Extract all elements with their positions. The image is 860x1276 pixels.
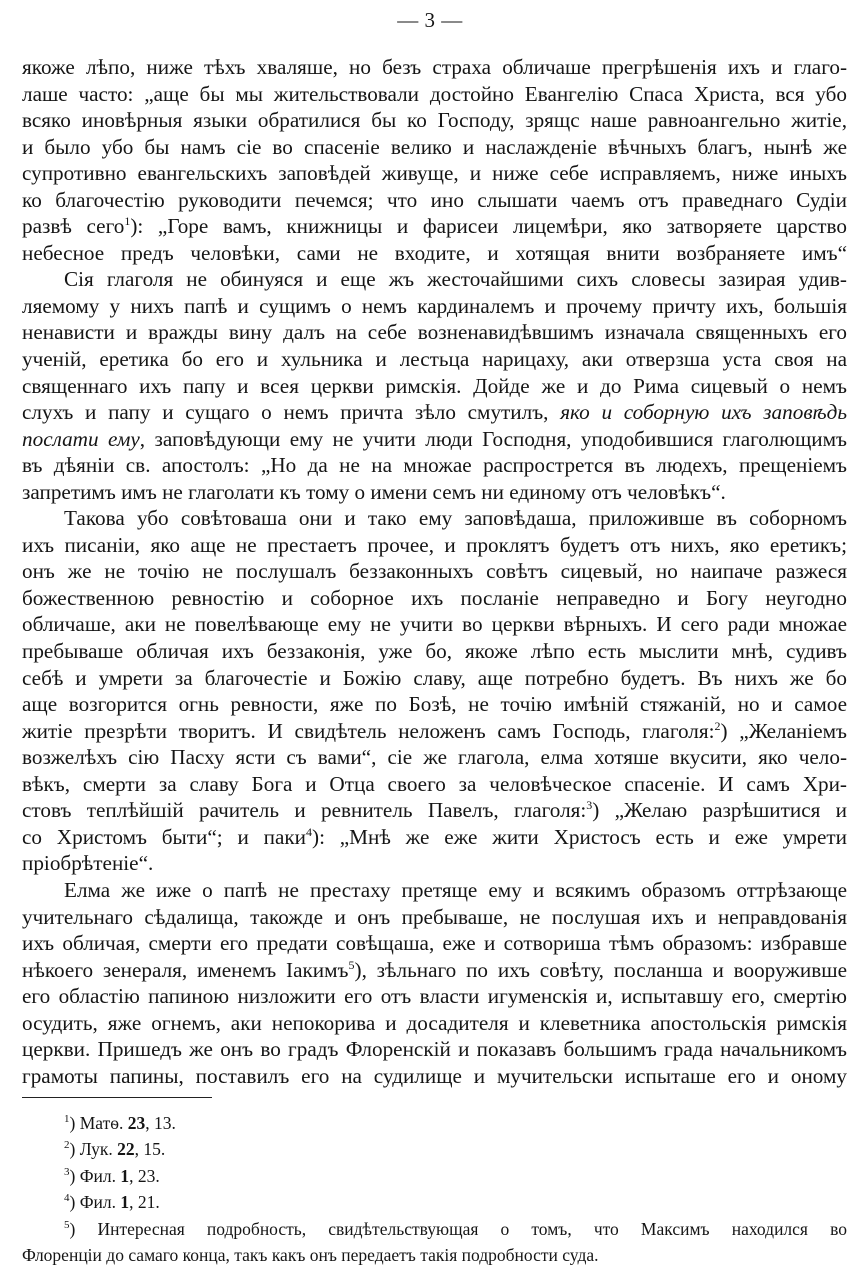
- text-line: учительнаго сѣдалища, такожде и онъ пребываше, не послушая ихъ и неправдованія: [22, 904, 847, 929]
- text-line: якоже лѣпо, ниже тѣхъ хваляше, но безъ страха обличаше прегрѣшенія ихъ и глаго-: [22, 55, 847, 79]
- footnote-ref[interactable]: 2: [714, 718, 721, 733]
- paragraph: [22, 266, 847, 505]
- text-line: небесное предъ человѣки, сами не входите, и хотящая внити возбраняете имъ“: [22, 240, 847, 265]
- text-line: пребываше обличая ихъ беззаконія, уже бо, якоже лѣпо есть мыслити мнѣ, судивъ: [22, 639, 847, 664]
- text-line: Елма же иже о папѣ не престаху претяще ему и всякимъ образомъ оттрѣзающе: [64, 877, 847, 902]
- footnote-ref[interactable]: 4: [306, 824, 313, 839]
- text-line: себѣ и умрети за благочестіе и Божію славу, аще потребно будетъ. Въ нихъ же бо: [22, 665, 847, 690]
- italic-text: послати ему: [22, 426, 140, 451]
- text-line: въ дѣяніи св. апостолъ: „Но да не на множае распрострется въ людехъ, прещеніемъ: [22, 453, 847, 478]
- text-line: нѣкоего зенераля, именемъ Іакимъ$^5$), зѣльнаго по ихъ совѣту, посланша и вооруживше: [22, 957, 847, 982]
- footnote-marker: 5: [64, 1218, 70, 1231]
- footnote: $^3$) Фил. 1, 23.: [64, 1165, 160, 1186]
- text-line: развѣ сего$^1$): „Горе вамъ, книжницы и фарисеи лицемѣри, яко затворяете царство: [22, 214, 847, 239]
- text-line: ихъ обличая, смерти его предати совѣщаша, еже и сотвориша тѣмъ образомъ: избравше: [22, 931, 847, 956]
- text-line: божественною ревностію и соборное ихъ посланіе неправедно и Богу неугодно: [22, 585, 847, 610]
- text-line: запретимъ имъ не глаголати къ тому о имени семъ ни единому отъ человѣкъ“.: [22, 479, 726, 504]
- text-line: священнаго ихъ папу и всея церкви римскія. Дойде же и до Рима сицевый о немъ: [22, 373, 847, 398]
- footnote-marker: 2: [64, 1139, 70, 1152]
- text-line: послати ему, заповѣдующи ему не учити люди Господня, уподобившися глаголющимъ: [22, 426, 847, 451]
- text-line: ненависти и вражды вину далъ на себе возненавидѣвшимъ изначала священныхъ его: [22, 320, 847, 345]
- footnote: $^5$) Интересная подробность, свидѣтельствующая о томъ, что Максимъ находился во: [64, 1218, 847, 1239]
- text-line: онъ же не точію не послушалъ беззаконныхъ совѣтъ сицевый, но наипаче разжеся: [22, 559, 847, 584]
- footnote-marker: 3: [64, 1165, 70, 1178]
- text-line: со Христомъ быти“; и паки$^4$): „Мнѣ же еже жити Христосъ есть и еже умрети: [22, 824, 847, 849]
- paragraph: [22, 54, 847, 266]
- footnote-ref[interactable]: 3: [586, 798, 593, 813]
- italic-text: яко и соборную ихъ заповѣдь: [560, 400, 847, 425]
- text-line: Сія глаголя не обинуяся и еще жъ жесточайшими сихъ словесы зазирая удив-: [64, 267, 847, 292]
- footnote-divider: [22, 1097, 212, 1098]
- text-line: всяко иновѣрныя языки обратилися бы ко Господу, зрящс наше равноангельно житіе,: [22, 108, 847, 133]
- page-number: — 3 —: [397, 8, 463, 32]
- footnote: $^2$) Лук. 22, 15.: [64, 1139, 166, 1160]
- paragraph: [22, 877, 847, 1089]
- footnote-ref[interactable]: 5: [348, 957, 355, 972]
- text-line: возжелѣхъ сію Пасху ясти съ вами“, сіе же глагола, елма хотяше вкусити, яко чело-: [22, 745, 847, 770]
- text-line: осудить, яже огнемъ, аки непокорива и досадителя и клеветника апостольскія римскія: [22, 1010, 847, 1035]
- text-line: ляемому у нихъ папѣ и сущимъ о немъ кардиналемъ и прочему причту ихъ, большія: [22, 293, 847, 318]
- text-line: его областію папиною низложити его отъ власти игуменскія и, испытавшу его, смертію: [22, 984, 847, 1009]
- text-line: супротивно евангельскихъ заповѣдей живуще, и ниже себе исправляемъ, ниже иныхъ: [22, 161, 847, 186]
- text-line: вѣкъ, смерти за славу Бога и Отца своего за человѣческое спасеніе. И самъ Хри-: [22, 771, 847, 796]
- text-line: житіе презрѣти творитъ. И свидѣтель неложенъ самъ Господь, глаголя:$^2$) „Желаніемъ: [22, 718, 847, 743]
- footnote: $^1$) Матѳ. 23, 13.: [64, 1113, 176, 1133]
- text-line: и было убо бы намъ сіе во спасеніе велико и наслажденіе вѣчныхъ благъ, нынѣ же: [22, 134, 847, 159]
- footnote-continuation: Флоренціи до самаго конца, такъ какъ онъ передаетъ такія подробности суда.: [22, 1244, 599, 1265]
- paragraph: [22, 505, 847, 877]
- footnote-ref[interactable]: 1: [124, 214, 131, 229]
- text-line: стовъ теплѣйшій рачитель и ревнитель Павелъ, глаголя:$^3$) „Желаю разрѣшитися и: [22, 798, 847, 823]
- text-line: слухъ и папу и сущаго о немъ причта зѣло смутилъ, яко и соборную ихъ заповѣдь: [22, 400, 847, 425]
- text-line: ко благочестію руководити печемся; что ино слышати чаемъ отъ праведнаго Судіи: [22, 187, 847, 212]
- footnote-marker: 4: [64, 1192, 70, 1205]
- text-line: Такова убо совѣтоваша они и тако ему заповѣдаша, приложивше въ соборномъ: [64, 506, 847, 531]
- footnotes: [22, 1110, 847, 1268]
- footnote: $^4$) Фил. 1, 21.: [64, 1192, 160, 1213]
- text-line: церкви. Пришедъ же онъ во градъ Флоренскій и показавъ большимъ града начальникомъ: [22, 1037, 847, 1062]
- text-line: обличаше, аки не повелѣвающе ему не учити во церкви вѣрныхъ. И сего ради множае: [22, 612, 847, 637]
- text-line: ихъ писаніи, яко аще не престаетъ прочее, и проклятъ будетъ отъ нихъ, яко еретикъ;: [22, 532, 847, 557]
- text-line: лаше часто: „аще бы мы жительствовали достойно Евангелію Спаса Христа, вся убо: [22, 81, 847, 106]
- text-line: грамоты папины, поставилъ его на судилище и мучительски испыташе его и оному: [22, 1063, 847, 1088]
- text-line: пріобрѣтеніе“.: [22, 851, 154, 876]
- text-line: ученій, еретика бо его и хульника и лестьца нарицаху, аки отверзша уста своя на: [22, 347, 847, 372]
- footnote-marker: 1: [64, 1113, 70, 1126]
- main-text: [22, 54, 847, 1089]
- text-line: аще возгорится огнь ревности, яже по Бозѣ, не точію имѣній стяжаній, но и самое: [22, 692, 847, 717]
